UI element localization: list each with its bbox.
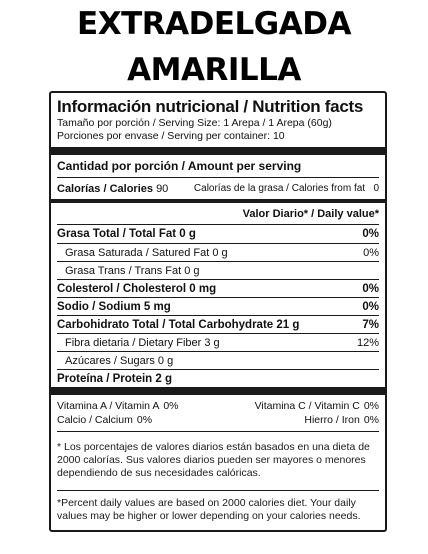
amount-per-serving-row	[57, 155, 379, 177]
nutrient-row	[57, 297, 379, 315]
nutrient-label: Fibra dietaria / Dietary Fiber 3 g	[65, 336, 220, 349]
nutrient-row	[57, 243, 379, 261]
calories-from-fat-label: Calorías de la grasa / Calories from fat	[193, 183, 366, 194]
nutrient-daily-value: 0%	[362, 228, 379, 240]
serving-size-text: Tamaño por porción / Serving Size: 1 Arepa / 1 Arepa (60g)	[57, 117, 332, 129]
vitamin-label: Hierro / Iron	[304, 414, 360, 426]
nutrient-label: Grasa Total / Total Fat 0 g	[57, 228, 196, 240]
nutrient-row	[57, 369, 379, 387]
nutrient-row	[57, 261, 379, 279]
vitamin-value: 0%	[363, 414, 379, 426]
vitamin-value: 0%	[363, 400, 379, 412]
daily-value-header-row	[57, 203, 379, 224]
product-title-line-2: AMARILLA	[127, 52, 301, 88]
vitamin-right-cell	[218, 414, 379, 426]
thick-divider	[51, 147, 385, 155]
nutrient-label: Colesterol / Cholesterol 0 mg	[57, 282, 217, 295]
vitamin-label: Vitamina A / Vitamin A	[57, 400, 160, 412]
nutrient-row	[57, 315, 379, 333]
nutrient-daily-value: 0%	[362, 300, 379, 313]
amount-per-serving-label: Cantidad por porción / Amount per serving	[57, 159, 302, 173]
thick-divider	[51, 387, 385, 395]
vitamin-left-cell	[57, 414, 218, 426]
product-title-line-1: EXTRADELGADA	[77, 6, 351, 42]
nutrient-daily-value: 12%	[356, 336, 379, 349]
nutrient-row	[57, 333, 379, 351]
divider	[57, 431, 379, 432]
nutrient-daily-value: 7%	[362, 318, 379, 331]
nutrient-row	[57, 351, 379, 369]
daily-value-header: Valor Diario* / Daily value*	[242, 207, 379, 220]
divider	[57, 490, 379, 491]
nutrient-label: Proteína / Protein 2 g	[57, 372, 173, 385]
nutrient-label: Grasa Trans / Trans Fat 0 g	[65, 264, 200, 277]
vitamin-row	[57, 399, 379, 413]
vitamin-label: Vitamina C / Vitamin C	[254, 400, 360, 412]
nutrient-label: Azúcares / Sugars 0 g	[65, 354, 174, 367]
servings-per-container-text: Porciones por envase / Serving per container: 10	[57, 130, 285, 142]
nutrient-label: Grasa Saturada / Satured Fat 0 g	[65, 246, 228, 259]
vitamin-list	[57, 395, 379, 427]
nutrition-facts-heading: Información nutricional / Nutrition facts	[57, 97, 363, 116]
calories-value: 90	[156, 182, 169, 195]
nutrition-facts-label	[49, 91, 387, 532]
nutrient-row	[57, 279, 379, 297]
vitamin-left-cell	[57, 400, 218, 412]
footnote-english: *Percent daily values are based on 2000 calories diet. Your daily values may be higher or lower depending on your calories needs.	[57, 497, 361, 522]
nutrient-daily-value: 0%	[363, 246, 379, 259]
calories-from-fat-value: 0	[373, 183, 379, 194]
nutrient-daily-value: 0%	[362, 282, 379, 295]
footnote-spanish: * Los porcentajes de valores diarios están basados en una dieta de 2000 calorías. Sus valores diarios pueden ser mayores o menores dependiendo de sus necesidades calóricas.	[57, 441, 370, 479]
vitamin-value: 0%	[163, 400, 179, 412]
nutrient-label: Carbohidrato Total / Total Carbohydrate 21 g	[57, 318, 300, 331]
vitamin-right-cell	[218, 400, 379, 412]
vitamin-value: 0%	[136, 414, 153, 426]
nutrient-row	[57, 225, 379, 243]
vitamin-label: Calcio / Calcium	[57, 414, 133, 426]
vitamin-row	[57, 413, 379, 427]
nutrient-label: Sodio / Sodium 5 mg	[57, 300, 171, 313]
nutrient-list	[57, 225, 379, 387]
calories-row	[57, 178, 379, 199]
calories-label: Calorías / Calories	[57, 182, 153, 195]
